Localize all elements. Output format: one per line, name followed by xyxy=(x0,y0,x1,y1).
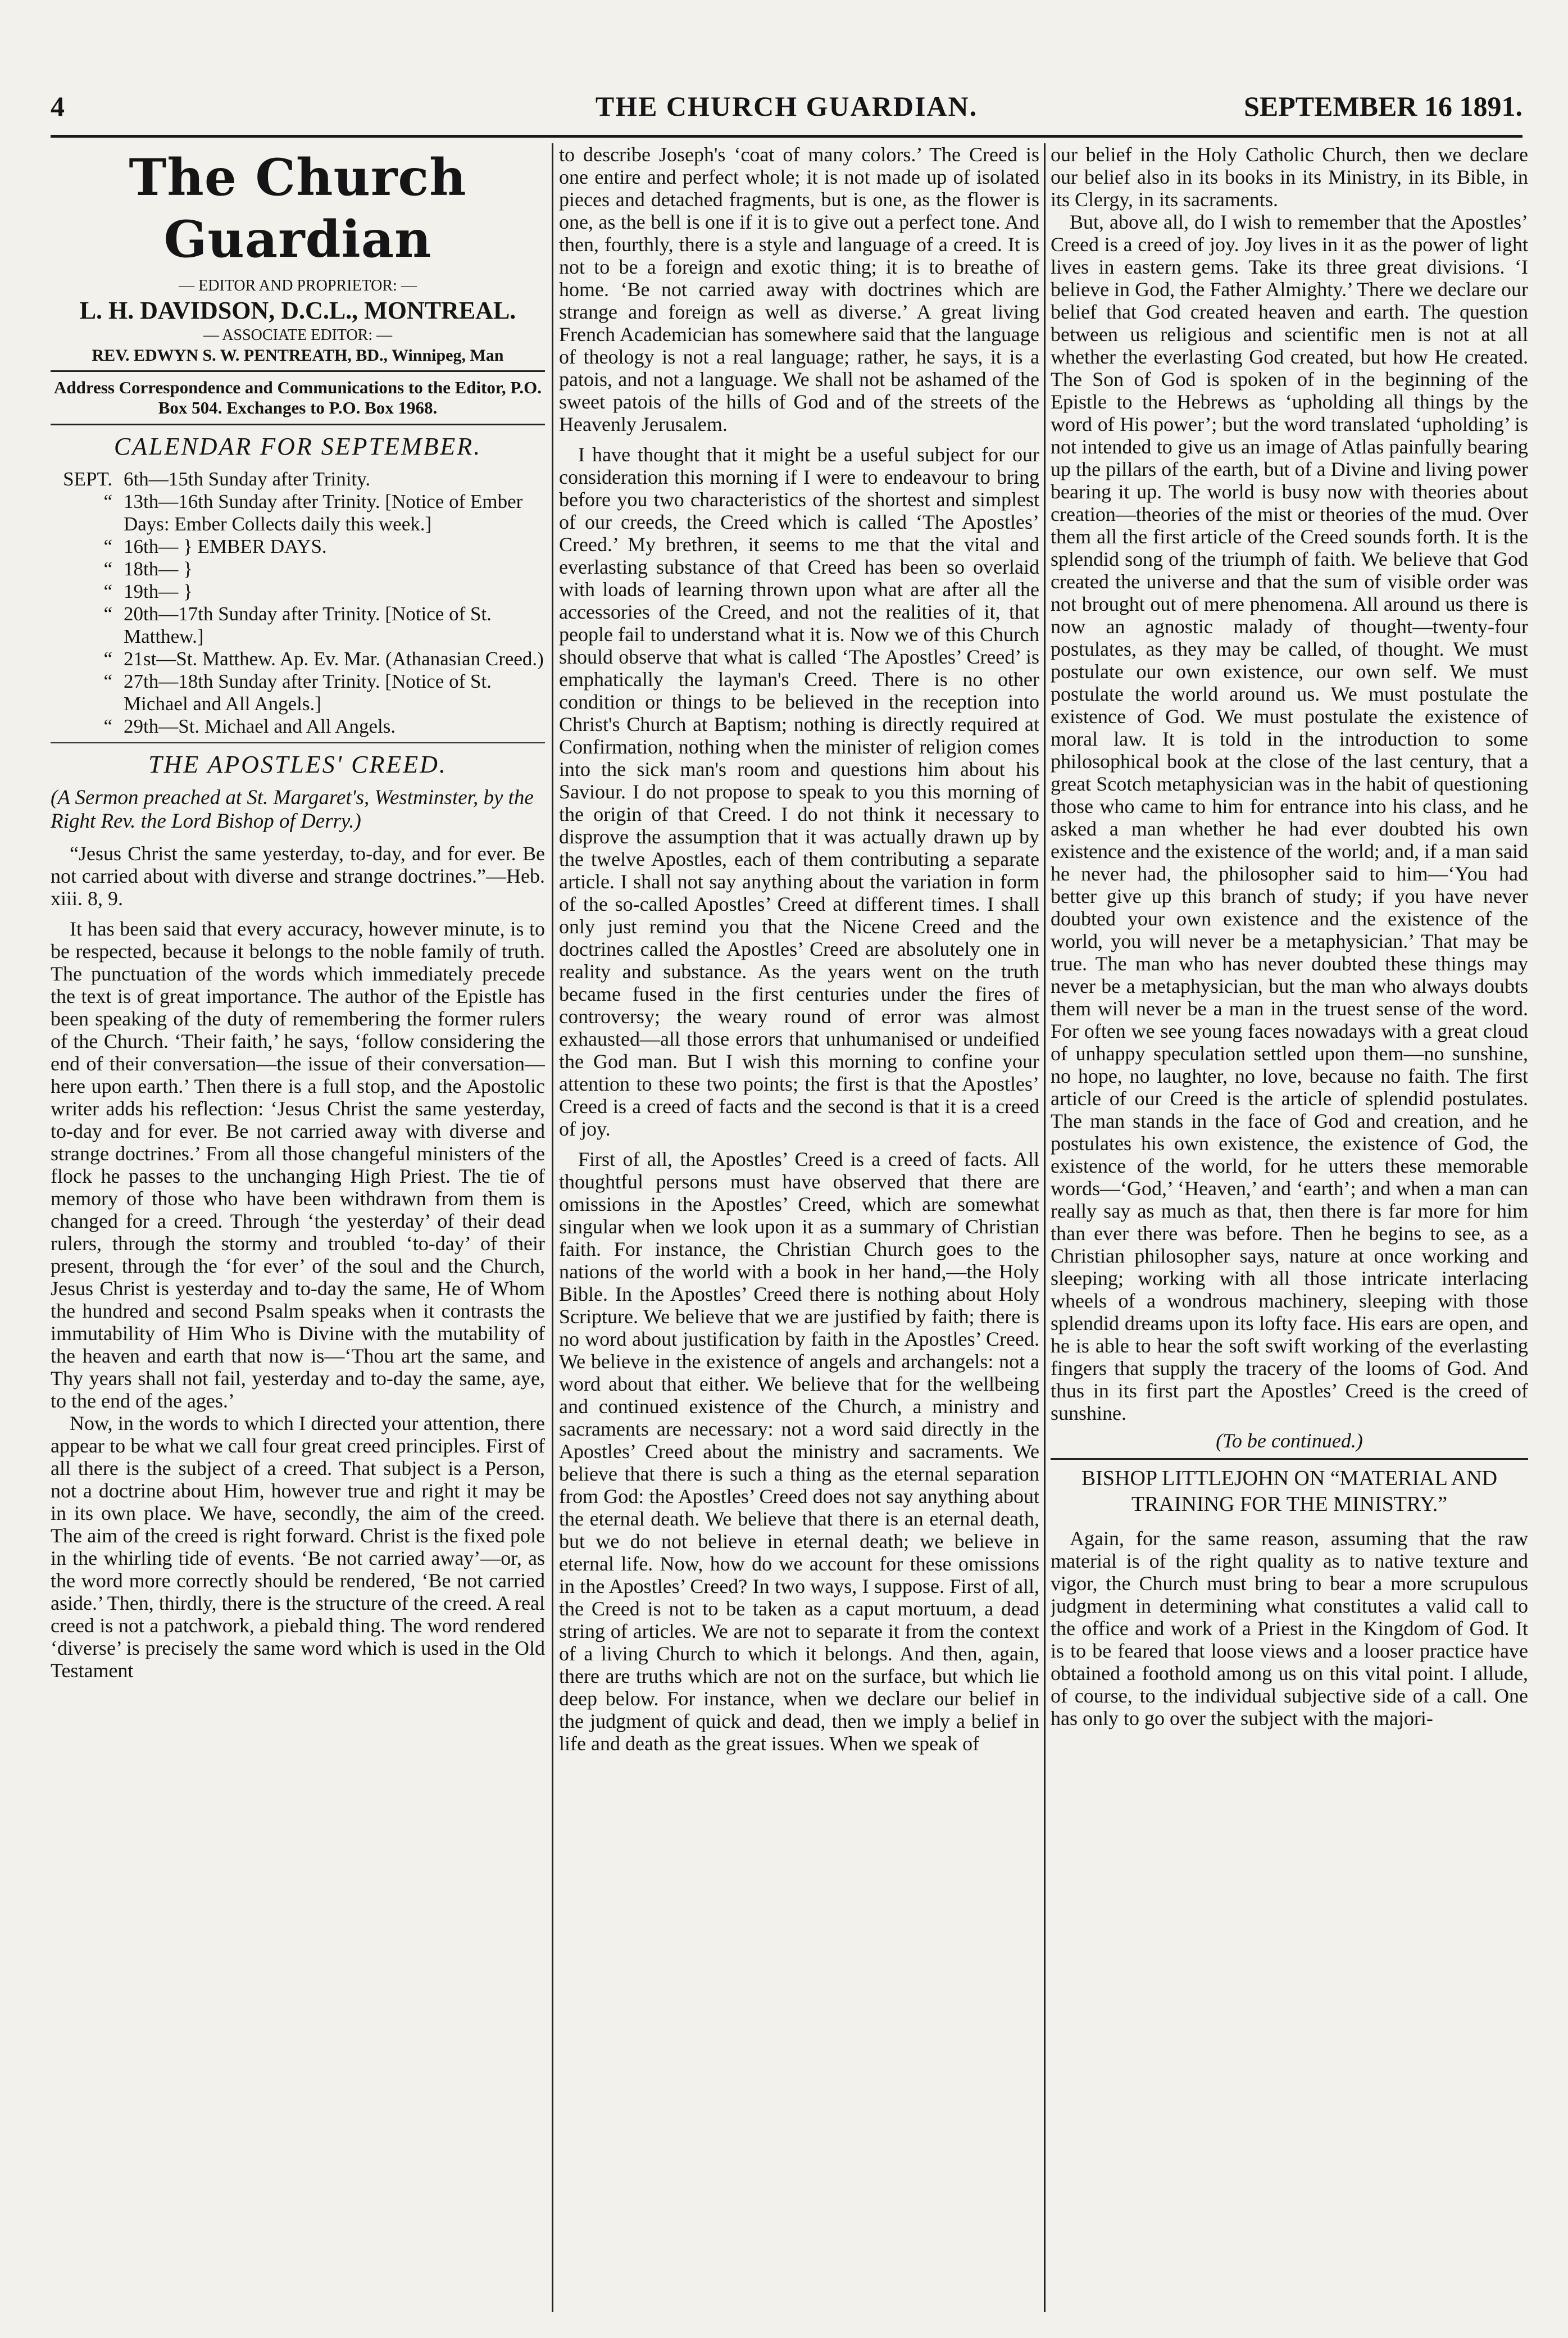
column-1 xyxy=(51,143,545,2312)
calendar-entry xyxy=(51,603,545,648)
calendar-key: “ xyxy=(103,535,112,557)
paragraph: It has been said that every accuracy, however minute, is to be respected, because it belongs to the noble family of truth. The punctuation of the words which immediately precede the text is of great importance. The author of the Epistle has been speaking of the duty of remembering the former rulers of the Church. ‘Their faith,’ he says, ‘follow considering the end of their conversation—the issue of their conversation—here upon earth.’ Then there is a full stop, and the Apostolic writer adds his reflection: ‘Jesus Christ the same yesterday, to-day and for ever. Be not carried away with diverse and strange doctrines.’ From all those changeful ministers of the flock he passes to the unchanging High Priest. The tie of memory of those who have been withdrawn from them is changed for a creed. Through ‘the yesterday’ of their dead rulers, through the stormy and troubled ‘to-day’ of their present, through the ‘for ever’ of the soul and the Church, Jesus Christ is yesterday and to-day the same, He of Whom the hundred and second Psalm speaks when it contrasts the immutability of Him Who is Divine with the mutability of the heaven and earth that now is—‘Thou art the same, and Thy years shall not fail, yesterday and to-day the same, aye, to the end of the ages.’ xyxy=(51,918,545,1412)
column-3 xyxy=(1051,143,1528,2312)
address-note: Address Correspondence and Communications to the Editor, P.O. Box 504. Exchanges to P.O. Box 1968. xyxy=(53,378,542,417)
calendar-key: SEPT. xyxy=(63,468,112,490)
calendar-key: “ xyxy=(103,670,112,692)
calendar-text: 20th—17th Sunday after Trinity. [Notice of St. Matthew.] xyxy=(124,603,492,647)
calendar-key: “ xyxy=(103,648,112,670)
calendar-key: “ xyxy=(103,580,112,602)
spacer xyxy=(559,1140,1039,1148)
calendar-text: 16th— } EMBER DAYS. xyxy=(124,535,327,557)
divider xyxy=(1051,1458,1528,1460)
paragraph: But, above all, do I wish to remember that the Apostles’ Creed is a creed of joy. Joy lives in it as the power of light lives in eastern gems. Take its three great divisions. ‘I believe in God, the Father Almighty.’ There we declare our belief that God created heaven and earth. The question between us religious and scientific men is not at all whether the everlasting God created, but how He created. The Son of God is spoken of in the beginning of the Epistle to the Hebrews as ‘upholding all things by the word of His power’; but the word translated ‘upholding’ is not intended to give us an image of Atlas painfully bearing up the pillars of the earth, but of a Divine and living power bearing it up. The world is busy now with theories about creation—theories of the mist or theories of the mud. Over them all the first article of the Creed sounds forth. It is the splendid song of the triumph of faith. We believe that God created the universe and that the sum of visible order was not brought out of mere phenomena. All around us there is now an agnostic malady of thought—twenty-four postulates, as they may be called, of thought. We must postulate our own existence, our own self. We must postulate the world around us. We must postulate the existence of God. We must postulate the existence of moral law. It is told in the introduction to some philosophical book at the close of the last century, that a great Scotch metaphysician was in the habit of questioning those who came to him for entrance into his class, and he asked a man whether he had ever doubted his own existence and the existence of the world; and, if a man said he never had, the philosopher said to him—‘You had better give up this branch of study; if you have never doubted your own existence and the existence of the world, you will never be a metaphysician.’ That may be true. The man who has never doubted these things may never be a metaphysician, but the man who always doubts them will never be a man in the truest sense of the word. For often we see young faces nowadays with a great cloud of unhappy speculation settled upon them—no sunshine, no hope, no laughter, no love, because no faith. The first article of our Creed is the article of splendid postulates. The man stands in the face of God and creation, and he postulates his own existence, the existence of God, the existence of the world, for he utters these memorable words—‘God,’ ‘Heaven,’ and ‘earth’; and when a man can really say as much as that, then there is far more for him than ever there was before. Then he begins to see, as a Christian philosopher says, nature at once working and sleeping; working with all those intricate interlacing wheels of a wondrous machinery, sleeping with those splendid dreams upon its lofty face. His ears are open, and he is able to hear the soft swift working of the everlasting fingers that supply the tracery of the looms of God. And thus in its first part the Apostles’ Creed is the creed of sunshine. xyxy=(1051,211,1528,1424)
column-rule xyxy=(552,143,553,2312)
calendar-table xyxy=(51,468,545,738)
paragraph: Now, in the words to which I directed your attention, there appear to be what we call four great creed principles. First of all there is the subject of a creed. That subject is a Person, not a doctrine about Him, however true and right it may be in its own place. We have, secondly, the aim of the creed. The aim of the creed is right forward. Christ is the fixed pole in the whirling tide of events. ‘Be not carried away’—or, as the word more correctly should be rendered, ‘Be not carried aside.’ Then, thirdly, there is the structure of the creed. A real creed is not a patchwork, a piebald thing. The word rendered ‘diverse’ is precisely the same word which is used in the Old Testament xyxy=(51,1412,545,1682)
page-header xyxy=(51,90,1522,129)
spacer xyxy=(51,910,545,918)
calendar-entry xyxy=(51,648,545,670)
sermon-heading: THE APOSTLES' CREED. xyxy=(148,751,447,778)
masthead-title: The Church Guardian xyxy=(129,148,467,269)
paragraph: our belief in the Holy Catholic Church, then we declare our belief also in its books in its Ministry, in its Bible, in its Clergy, in its sacraments. xyxy=(1051,143,1528,211)
paragraph: First of all, the Apostles’ Creed is a creed of facts. All thoughtful persons must have observed that there are omissions in the Apostles’ Creed, which are somewhat singular when we look upon it as a summary of Christian faith. For instance, the Christian Church goes to the nations of the world with a book in her hand,—the Holy Bible. In the Apostles’ Creed there is nothing about Holy Scripture. We believe that we are justified by faith; there is no word about justification by faith in the Apostles’ Creed. We believe in the existence of angels and archangels: not a word about that either. We believe that for the wellbeing and continued existence of the Church, a ministry and sacraments are necessary: not a word said directly in the Apostles’ Creed about the ministry and sacraments. We believe that there is such a thing as the eternal separation from God: the Apostles’ Creed does not say anything about the eternal death. We believe that there is an eternal death, but we do not believe in eternal death; we believe in eternal life. Now, how do we account for these omissions in the Apostles’ Creed? In two ways, I suppose. First of all, the Creed is not to be taken as a caput mortuum, a dead string of articles. We are not to separate it from the context of a living Church to which it belongs. And then, again, there are truths which are not on the surface, but which lie deep below. For instance, when we declare our belief in the judgment of quick and dead, then we imply a belief in life and death as the great issues. When we speak of xyxy=(559,1148,1039,1755)
calendar-entry xyxy=(51,670,545,715)
running-title: THE CHURCH GUARDIAN. xyxy=(595,90,978,122)
calendar-text: 27th—18th Sunday after Trinity. [Notice of St. Michael and All Angels.] xyxy=(124,670,492,715)
paragraph: to describe Joseph's ‘coat of many colors.’ The Creed is one entire and perfect whole; it is not made up of isolated pieces and detached fragments, but is one, as the flower is one, as the bell is one if it is to give out a perfect tone. And then, fourthly, there is a style and language of a creed. It is not to be a foreign and exotic thing; it is to breathe of home. ‘Be not carried away with doctrines which are strange and foreign as well as diverse.’ A great living French Academician has somewhere said that the language of theology is not a real language; rather, he says, it is a patois, and not a language. We shall not be ashamed of the sweet patois of the hills of God and of the streets of the Heavenly Jerusalem. xyxy=(559,143,1039,435)
continued-note: (To be continued.) xyxy=(1216,1429,1363,1452)
associate-name: REV. EDWYN S. W. PENTREATH, BD., Winnipeg, Man xyxy=(92,346,504,365)
calendar-text: 13th—16th Sunday after Trinity. [Notice of Ember Days: Ember Collects daily this week.] xyxy=(124,491,523,535)
calendar-text: 18th— } xyxy=(124,558,193,580)
calendar-heading: CALENDAR FOR SEPTEMBER. xyxy=(113,433,482,460)
editor-label: — EDITOR AND PROPRIETOR: — xyxy=(179,277,417,294)
calendar-entry xyxy=(51,491,545,535)
calendar-key: “ xyxy=(103,715,112,737)
spacer xyxy=(559,435,1039,443)
calendar-entry xyxy=(51,580,545,603)
page-number: 4 xyxy=(51,90,65,122)
calendar-entry xyxy=(51,535,545,558)
calendar-key: “ xyxy=(103,491,112,512)
associate-label: — ASSOCIATE EDITOR: — xyxy=(203,326,393,344)
issue-date: SEPTEMBER 16 1891. xyxy=(1244,90,1522,122)
calendar-text: 19th— } xyxy=(124,580,193,602)
calendar-text: 29th—St. Michael and All Angels. xyxy=(124,715,396,737)
paragraph: Again, for the same reason, assuming that the raw material is of the right quality as to native texture and vigor, the Church must bring to bear a more scrupulous judgment in determining what constitutes a valid call to the office and work of a Priest in the Kingdom of God. It is to be feared that loose views and a looser practice have obtained a foothold among us on this vital point. I allude, of course, to the individual subjective side of a call. One has only to go over the subject with the majori- xyxy=(1051,1527,1528,1729)
divider xyxy=(51,370,545,372)
divider xyxy=(51,742,545,743)
editor-name: L. H. DAVIDSON, D.C.L., MONTREAL. xyxy=(79,297,516,324)
calendar-entry xyxy=(51,715,545,738)
paragraph: “Jesus Christ the same yesterday, to-day, and for ever. Be not carried about with diverse and strange doctrines.”—Heb. xiii. 8, 9. xyxy=(51,842,545,910)
column-2 xyxy=(559,143,1039,2312)
calendar-key: “ xyxy=(103,558,112,580)
calendar-text: 6th—15th Sunday after Trinity. xyxy=(124,468,371,490)
divider xyxy=(51,424,545,425)
article-heading: BISHOP LITTLEJOHN ON “MATERIAL AND TRAINING FOR THE MINISTRY.” xyxy=(1081,1467,1498,1516)
header-rule xyxy=(51,135,1522,138)
calendar-entry xyxy=(51,558,545,580)
column-rule xyxy=(1044,143,1046,2312)
calendar-text: 21st—St. Matthew. Ap. Ev. Mar. (Athanasian Creed.) xyxy=(124,648,544,670)
calendar-entry xyxy=(51,468,545,491)
sermon-subtitle: (A Sermon preached at St. Margaret's, Westminster, by the Right Rev. the Lord Bishop of Derry.) xyxy=(51,786,534,833)
calendar-key: “ xyxy=(103,603,112,625)
paragraph: I have thought that it might be a useful subject for our consideration this morning if I were to endeavour to bring before you two characteristics of the shortest and simplest of our creeds, the Creed which is called ‘The Apostles’ Creed.’ My brethren, it seems to me that the vital and everlasting substance of that Creed has been so overlaid with loads of learning thrown upon what are after all the accessories of the Creed, and not the realities of it, that people fail to understand what it is. Now we of this Church should observe that what is called ‘The Apostles’ Creed’ is emphatically the layman's Creed. There is no other condition or things to be believed in the reception into Christ's Church at Baptism; nothing is directly required at Confirmation, nothing when the minister of religion comes into the sick man's room and questions him about his Saviour. I do not propose to speak to you this morning of the origin of that Creed. I do not think it necessary to disprove the assumption that it was actually drawn up by the twelve Apostles, each of them contributing a separate article. I shall not say anything about the variation in form of the so-called Apostles’ Creed at different times. I shall only just remind you that the Nicene Creed and the doctrines called the Apostles’ Creed are absolutely one in reality and substance. As the years went on the truth became fused in the first centuries under the fires of controversy; the weary round of error was almost exhausted—all those errors that unhumanised or undeified the God man. But I wish this morning to confine your attention to these two points; the first is that the Apostles’ Creed is a creed of facts and the second is that it is a creed of joy. xyxy=(559,443,1039,1140)
